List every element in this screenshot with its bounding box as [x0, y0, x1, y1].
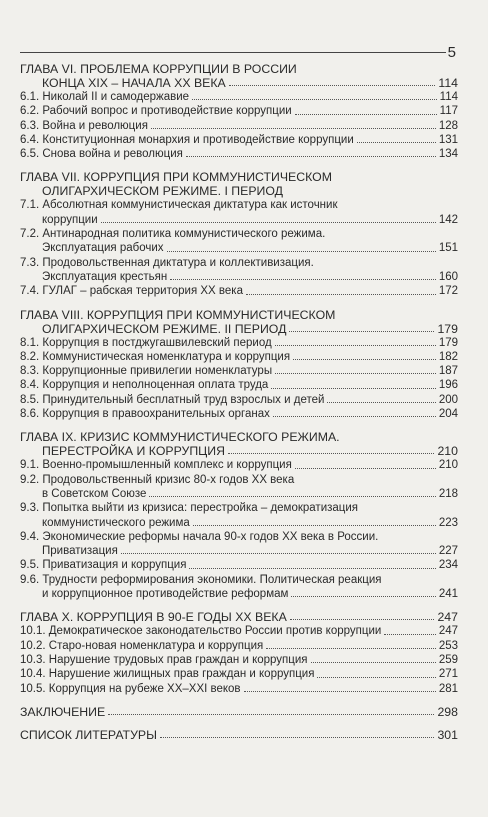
dot-leader: [327, 402, 435, 403]
dot-leader: [289, 331, 434, 332]
chapter-title-line: ГЛАВА VIII. КОРРУПЦИЯ ПРИ КОММУНИСТИЧЕСКОМ: [20, 307, 336, 322]
toc-entry: [20, 198, 458, 227]
toc-entry-page: 187: [438, 365, 458, 378]
chapter-title-page: 114: [438, 76, 458, 90]
toc-entry-row: [20, 364, 458, 378]
chapter-title-text: ЗАКЛЮЧЕНИЕ: [20, 704, 106, 719]
toc-entry-line: 9.6. Трудности реформирования экономики. Политическая реакция: [20, 573, 382, 586]
dot-leader: [357, 142, 436, 143]
toc-entry-page: 142: [438, 213, 458, 226]
toc-entry-row: [20, 378, 458, 392]
toc-entry-text: Приватизация: [42, 545, 118, 558]
toc-entry-row: [20, 270, 458, 284]
toc-entry-text: 6.1. Николай II и самодержавие: [20, 91, 190, 103]
toc-entry: [20, 378, 458, 392]
toc-entry-text: Эксплуатация рабочих: [42, 242, 164, 255]
toc-entry-page: 196: [438, 379, 458, 392]
toc-entry-text: 8.2. Коммунистическая номенклатура и коррупция: [20, 350, 291, 363]
chapter-title-text: СПИСОК ЛИТЕРАТУРЫ: [20, 727, 157, 742]
dot-leader: [101, 222, 436, 223]
toc-entry-row: [20, 587, 458, 601]
chapter-title-row: [20, 444, 458, 458]
dot-leader: [317, 677, 435, 678]
toc-entry: [20, 350, 458, 364]
toc-entry-row: [20, 350, 458, 364]
toc-entry-row: [20, 133, 458, 147]
page-number: 5: [447, 44, 456, 61]
toc-entry-line: 7.2. Антинародная политика коммунистического режима.: [20, 228, 326, 241]
toc-entry-row: [20, 119, 458, 133]
toc-entry-page: 241: [438, 588, 458, 601]
dot-leader: [273, 416, 436, 417]
dot-leader: [193, 525, 436, 526]
chapter-block: [20, 610, 458, 695]
chapter-title-page: 301: [437, 727, 458, 742]
toc-entry-page: 259: [438, 653, 458, 666]
chapter-title-line: ОЛИГАРХИЧЕСКОМ РЕЖИМЕ. I ПЕРИОД: [42, 184, 284, 199]
toc-entry-text: 9.1. Военно-промышленный комплекс и коррупция: [20, 459, 292, 472]
dot-leader: [290, 619, 435, 620]
chapter-title-page: 179: [437, 321, 458, 336]
toc-entry: [20, 530, 458, 559]
chapter-title-row: [20, 610, 458, 624]
toc-entry: [20, 147, 458, 161]
toc-entry-text: и коррупционное противодействие реформам: [42, 588, 289, 601]
chapter-title-text: ПЕРЕСТРОЙКА И КОРРУПЦИЯ: [42, 444, 225, 459]
toc-entry-text: 8.4. Коррупция и неполноценная оплата труда: [20, 379, 269, 392]
chapter-title-row: [20, 728, 458, 742]
dot-leader: [271, 388, 435, 389]
toc-entry-text: 6.2. Рабочий вопрос и противодействие коррупции: [20, 105, 292, 118]
chapter-title-line: ГЛАВА IX. КРИЗИС КОММУНИСТИЧЕСКОГО РЕЖИМА.: [20, 430, 340, 445]
toc-entry-page: 218: [438, 487, 458, 500]
toc-entry-text: в Советском Союзе: [42, 487, 147, 500]
toc-entry: [20, 119, 458, 133]
chapter-title-page: 210: [437, 444, 458, 459]
toc-entry-row: [20, 90, 458, 104]
toc-entry-row: [20, 104, 458, 118]
toc-entry-text: Эксплуатация крестьян: [42, 270, 168, 283]
toc-entry-row: [20, 241, 458, 255]
toc-entry-page: 131: [438, 133, 458, 146]
toc-entry-row: [20, 682, 458, 696]
toc-entry-text: 6.3. Война и революция: [20, 119, 148, 132]
chapter-title-line: ГЛАВА VII. КОРРУПЦИЯ ПРИ КОММУНИСТИЧЕСКОМ: [20, 170, 332, 185]
chapter-title-text: ОЛИГАРХИЧЕСКОМ РЕЖИМЕ. II ПЕРИОД: [42, 321, 287, 336]
dot-leader: [293, 359, 436, 360]
toc-entry-page: 204: [438, 408, 458, 421]
toc-entry-page: 128: [438, 119, 458, 132]
toc-entry-text: 8.3. Коррупционные привилегии номенклатуры: [20, 365, 273, 378]
toc-entry-row: [20, 284, 458, 298]
toc-entry-text: 6.5. Снова война и революция: [20, 148, 183, 161]
toc-entry-text: 10.4. Нарушение жилищных прав граждан и коррупция: [20, 668, 315, 681]
toc-entry-text: 6.4. Конституционная монархия и противодействие коррупции: [20, 133, 354, 146]
dot-leader: [160, 737, 435, 738]
chapter-block: [20, 728, 458, 742]
dot-leader: [384, 634, 436, 635]
dot-leader: [275, 345, 436, 346]
toc-entry-page: 114: [439, 91, 458, 103]
toc-entry-page: 234: [438, 559, 458, 572]
toc-entry-page: 134: [438, 148, 458, 161]
dot-leader: [275, 373, 436, 374]
dot-leader: [149, 496, 435, 497]
toc-entry-text: 9.5. Приватизация и коррупция: [20, 559, 187, 572]
chapter-block: [20, 308, 458, 422]
toc-entry: [20, 573, 458, 602]
toc-entry-page: 227: [438, 545, 458, 558]
dot-leader: [192, 99, 437, 100]
dot-leader: [108, 714, 434, 715]
toc-entry: [20, 364, 458, 378]
toc-entry-page: 151: [438, 242, 458, 255]
toc-entry-row: [20, 147, 458, 161]
toc-entry-text: 10.3. Нарушение трудовых прав граждан и коррупция: [20, 653, 308, 666]
dot-leader: [295, 468, 436, 469]
chapter-title-row: [20, 76, 458, 90]
toc-entry-page: 247: [438, 625, 458, 638]
toc-entry-text: 8.1. Коррупция в постджугашвилевский период: [20, 336, 272, 349]
dot-leader: [295, 114, 437, 115]
toc-entry: [20, 501, 458, 530]
table-of-contents: [20, 62, 458, 742]
dot-leader: [229, 85, 436, 86]
chapter-title-text: ГЛАВА X. КОРРУПЦИЯ В 90-Е ГОДЫ XX ВЕКА: [20, 610, 287, 625]
toc-entry-text: 10.2. Старо-новая номенклатура и коррупция: [20, 639, 264, 652]
toc-entry: [20, 473, 458, 502]
chapter-title-page: 247: [437, 610, 458, 625]
toc-entry-row: [20, 336, 458, 350]
toc-entry-row: [20, 458, 458, 472]
toc-entry-page: 200: [438, 393, 458, 406]
dot-leader: [291, 596, 435, 597]
toc-entry-page: 281: [438, 682, 458, 695]
toc-entry: [20, 256, 458, 285]
toc-entry: [20, 667, 458, 681]
toc-entry: [20, 90, 458, 104]
toc-entry-row: [20, 213, 458, 227]
toc-entry: [20, 558, 458, 572]
dot-leader: [246, 294, 436, 295]
toc-entry-page: 253: [438, 639, 458, 652]
toc-entry: [20, 682, 458, 696]
toc-entry-page: 271: [438, 668, 458, 681]
toc-entry-row: [20, 653, 458, 667]
toc-entry: [20, 227, 458, 256]
chapter-title-text: КОНЦА XIX – НАЧАЛА XX ВЕКА: [42, 76, 226, 90]
dot-leader: [170, 279, 436, 280]
toc-entry: [20, 624, 458, 638]
chapter-block: [20, 430, 458, 601]
toc-entry: [20, 284, 458, 298]
dot-leader: [311, 662, 436, 663]
toc-entry-row: [20, 558, 458, 572]
toc-entry-text: 8.5. Принудительный бесплатный труд взрослых и детей: [20, 393, 325, 406]
toc-entry-page: 223: [438, 516, 458, 529]
toc-entry: [20, 393, 458, 407]
toc-entry-page: 117: [439, 105, 458, 118]
toc-entry-row: [20, 544, 458, 558]
toc-entry-row: [20, 516, 458, 530]
dot-leader: [228, 453, 434, 454]
toc-entry-row: [20, 639, 458, 653]
dot-leader: [189, 568, 435, 569]
toc-entry-page: 179: [438, 336, 458, 349]
toc-entry-row: [20, 393, 458, 407]
toc-entry-text: 8.6. Коррупция в правоохранительных органах: [20, 408, 270, 421]
toc-entry: [20, 653, 458, 667]
toc-entry-page: 172: [438, 285, 458, 298]
chapter-title-row: [20, 705, 458, 719]
dot-leader: [151, 128, 436, 129]
dot-leader: [186, 156, 436, 157]
dot-leader: [244, 691, 436, 692]
toc-entry: [20, 336, 458, 350]
toc-entry-row: [20, 487, 458, 501]
toc-entry-row: [20, 667, 458, 681]
toc-entry-text: коммунистического режима: [42, 516, 190, 529]
dot-leader: [167, 251, 436, 252]
toc-entry-page: 182: [438, 350, 458, 363]
toc-entry-row: [20, 624, 458, 638]
chapter-block: [20, 705, 458, 719]
toc-entry-page: 210: [438, 459, 458, 472]
toc-entry: [20, 104, 458, 118]
dot-leader: [266, 648, 436, 649]
toc-entry: [20, 639, 458, 653]
toc-entry: [20, 458, 458, 472]
chapter-title-row: [20, 322, 458, 336]
header-rule: [20, 52, 446, 53]
toc-entry: [20, 133, 458, 147]
toc-entry-text: 7.4. ГУЛАГ – рабская территория XX века: [20, 285, 243, 298]
dot-leader: [121, 553, 436, 554]
toc-entry-line: 9.2. Продовольственный кризис 80-х годов XX века: [20, 473, 295, 486]
toc-entry-line: 9.4. Экономические реформы начала 90-х годов XX века в России.: [20, 530, 379, 543]
toc-entry-text: коррупции: [42, 213, 98, 226]
toc-entry-line: 7.3. Продовольственная диктатура и коллективизация.: [20, 256, 314, 269]
toc-entry: [20, 407, 458, 421]
chapter-title-page: 298: [437, 704, 458, 719]
toc-entry-text: 10.5. Коррупция на рубеже XX–XXI веков: [20, 682, 241, 695]
chapter-title-line: ГЛАВА VI. ПРОБЛЕМА КОРРУПЦИИ В РОССИИ: [20, 62, 297, 76]
chapter-block: [20, 170, 458, 298]
toc-entry-row: [20, 407, 458, 421]
toc-entry-page: 160: [438, 270, 458, 283]
toc-entry-line: 9.3. Попытка выйти из кризиса: перестройка – демократизация: [20, 502, 359, 515]
chapter-block: [20, 62, 458, 161]
toc-entry-text: 10.1. Демократическое законодательство России против коррупции: [20, 625, 382, 638]
toc-entry-line: 7.1. Абсолютная коммунистическая диктатура как источник: [20, 199, 338, 212]
